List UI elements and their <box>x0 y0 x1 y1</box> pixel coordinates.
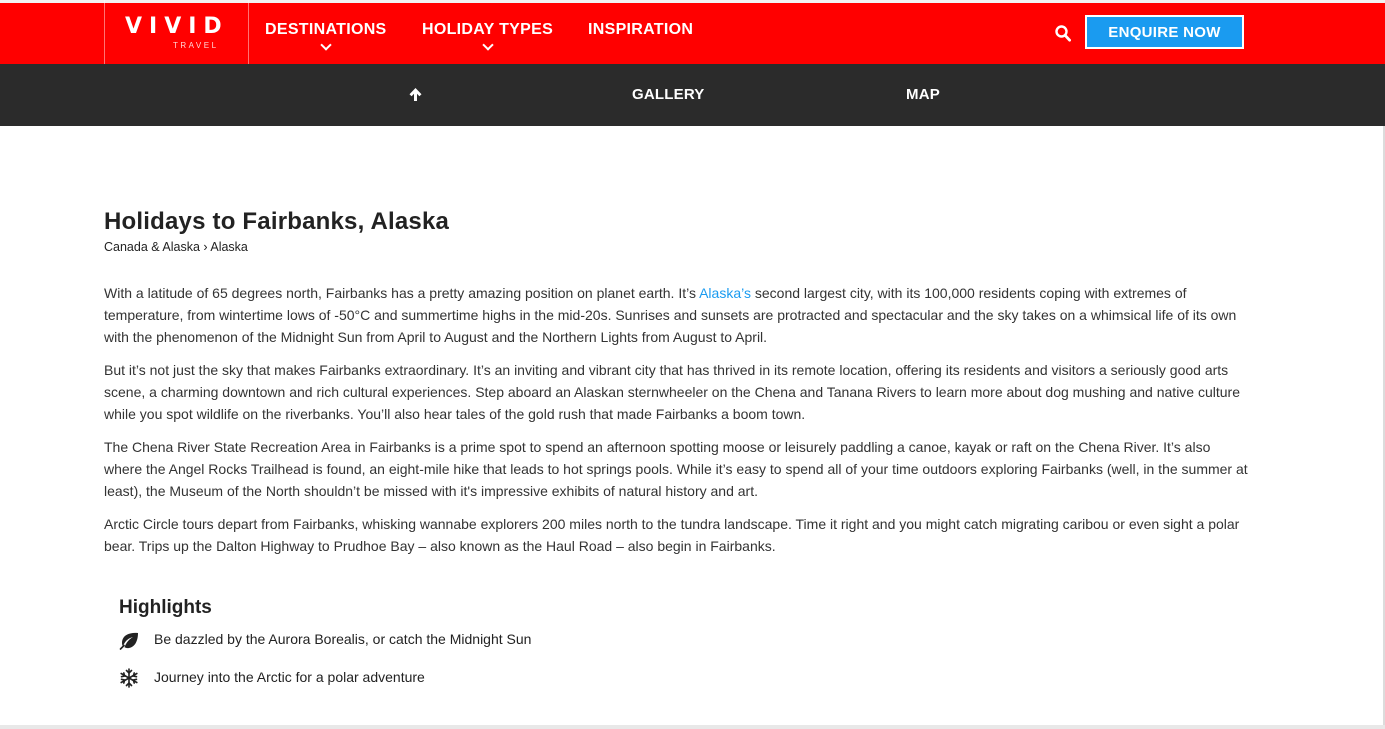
nav-destinations-label: DESTINATIONS <box>265 21 387 38</box>
highlight-text: Journey into the Arctic for a polar adventure <box>154 669 425 685</box>
paragraph-intro-start: With a latitude of 65 degrees north, Fairbanks has a pretty amazing position on planet earth. It’s <box>104 285 700 301</box>
logo-wordmark: VIVID <box>125 14 229 39</box>
leaf-icon <box>119 630 139 650</box>
nav-inspiration-label: INSPIRATION <box>588 21 694 38</box>
enquire-now-button[interactable]: ENQUIRE NOW <box>1085 15 1244 49</box>
paragraph-intro <box>104 282 1249 348</box>
highlights-title: Highlights <box>119 597 212 618</box>
arrow-up-icon[interactable] <box>408 87 423 102</box>
breadcrumb-canada-alaska[interactable]: Canada & Alaska <box>104 240 200 254</box>
chevron-down-icon <box>320 39 331 50</box>
logo[interactable] <box>104 0 249 67</box>
paragraph-outdoors: The Chena River State Recreation Area in Fairbanks is a prime spot to spend an afternoon spotting moose or leisurely paddling a canoe, kayak or raft on the Chena River. It’s also where the Angel Rocks Trailhead is found, an eight-mile hike that leads to hot springs pools. While it’s easy to spend all of your time outdoors exploring Fairbanks (well, in the summer at least), the Museum of the North shouldn’t be missed with it's impressive exhibits of natural history and art. <box>104 439 1248 499</box>
nav-destinations[interactable] <box>265 21 387 39</box>
paragraph-culture: But it’s not just the sky that makes Fairbanks extraordinary. It’s an inviting and vibrant city that has thrived in its remote location, offering its residents and visitors a seriously good arts scene, a charming downtown and rich cultural experiences. Step aboard an Alaskan sternwheeler on the Chena and Tanana Rivers to learn more about dog mushing and native culture while you spot wildlife on the riverbanks. You’ll also hear tales of the gold rush that made Fairbanks a boom town. <box>104 362 1240 422</box>
snowflake-icon <box>119 668 139 688</box>
section-nav <box>0 64 1385 126</box>
tab-map[interactable]: MAP <box>906 86 940 103</box>
chevron-down-icon <box>482 39 493 50</box>
tab-gallery[interactable]: GALLERY <box>632 86 705 103</box>
breadcrumb <box>104 240 248 254</box>
highlight-text: Be dazzled by the Aurora Borealis, or catch the Midnight Sun <box>154 631 532 647</box>
search-icon[interactable] <box>1055 25 1071 42</box>
divider <box>0 725 1385 729</box>
nav-holiday-types[interactable] <box>422 21 553 39</box>
breadcrumb-alaska[interactable]: Alaska <box>210 240 248 254</box>
paragraph-intro-end: second largest city, with its 100,000 residents coping with extremes of temperature, from wintertime lows of -50°C and summertime highs in the mid-20s. Sunrises and sunsets are protracted and spectacular and the sky takes on a whimsical life of its own with the phenomenon of the Midnight Sun from April to August and the Northern Lights from August to April. <box>104 285 1237 345</box>
logo-tagline: TRAVEL <box>173 41 219 50</box>
description <box>104 282 1249 568</box>
paragraph-arctic: Arctic Circle tours depart from Fairbanks, whisking wannabe explorers 200 miles north to the tundra landscape. Time it right and you might catch migrating caribou or even sight a polar bear. Trips up the Dalton Highway to Prudhoe Bay – also known as the Haul Road – also begin in Fairbanks. <box>104 516 1240 554</box>
alaska-link[interactable]: Alaska’s <box>699 285 751 301</box>
page-title: Holidays to Fairbanks, Alaska <box>104 208 450 235</box>
breadcrumb-separator: › <box>203 240 208 254</box>
top-header <box>0 0 1385 64</box>
nav-inspiration[interactable] <box>588 21 693 39</box>
nav-holiday-types-label: HOLIDAY TYPES <box>422 21 554 38</box>
